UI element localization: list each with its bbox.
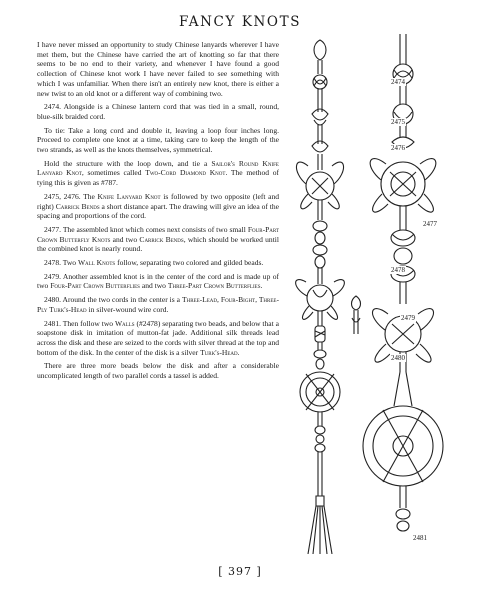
paragraph-text: 2478. Two xyxy=(44,258,78,268)
paragraph-text: and two xyxy=(139,281,168,291)
paragraph xyxy=(37,159,279,188)
paragraph-text: . The method of tying this is given as #787. xyxy=(37,168,279,188)
paragraph-text: 2480. Around the two cords in the center is a xyxy=(44,295,182,305)
paragraph-text: To tie: Take a long cord and double it, leaving a loop four inches long. Proceed to complete one knot at a time, taking care to keep the length of the two strands, as well as the knots themselves, symmetrical. xyxy=(37,125,279,155)
figure-label-2478: 2478 xyxy=(391,266,405,274)
paragraph xyxy=(37,225,279,254)
paragraph-text: , sometimes called xyxy=(81,168,146,178)
paragraph-text: . xyxy=(237,347,240,357)
paragraph-text: is followed by two opposite (left and right) xyxy=(37,191,279,211)
knot-name: Four-Part Crown Butterfly Knots xyxy=(37,224,279,244)
paragraph xyxy=(37,102,279,121)
paragraph-text: 2474. Alongside is a Chinese lantern cord that was tied in a small, round, blue-silk braided cord. xyxy=(37,102,279,121)
figure-label-2480: 2480 xyxy=(391,354,405,362)
paragraph-text: , which should be worked until the combined knot is nearly round. xyxy=(37,234,279,254)
page-number: [ 397 ] xyxy=(218,565,262,578)
figure-label-2474: 2474 xyxy=(391,78,405,86)
paragraph xyxy=(37,361,279,380)
knot-illustration xyxy=(282,34,458,558)
figure-label-2476: 2476 xyxy=(391,144,405,152)
paragraph-text: I have never missed an opportunity to study Chinese lanyards wherever I have met them, but the Chinese have carried the art of knotting so far that there seems to be no end to their variety, and whenever I have found a good collection of Chinese knot work I have never failed to see something with which I was unfamiliar. When there isn't an entirely new knot, there is either a new twist to an old knot or a different way of combining two. xyxy=(37,40,279,98)
paragraph-text: and two xyxy=(110,234,140,244)
paragraph-text: 2481. Then follow two xyxy=(44,318,115,328)
paragraph-text: follow, separating two colored and gilded beads. xyxy=(115,258,264,268)
paragraph xyxy=(37,258,279,268)
paragraph-text: Hold the structure with the loop down, and tie a xyxy=(44,158,212,168)
knot-name: Three-Part Crown Butterflies xyxy=(167,281,261,291)
knot-name: Wall Knots xyxy=(77,258,116,268)
figure-label-2477: 2477 xyxy=(423,220,437,228)
paragraph-text: a short distance apart. The drawing will give an idea of the spacing and proportions of the cord. xyxy=(37,201,279,221)
knot-name: Walls xyxy=(114,318,135,328)
page-header: FANCY KNOTS xyxy=(178,14,302,30)
knot-name: Carrick Bends xyxy=(139,234,184,244)
paragraph xyxy=(37,126,279,155)
knot-name: Two-Cord Diamond Knot xyxy=(145,168,226,178)
paragraph xyxy=(37,192,279,221)
figure-label-2479: 2479 xyxy=(401,314,415,322)
paragraph-text: 2477. The assembled knot which comes next consists of two small xyxy=(44,224,248,234)
knot-drawing xyxy=(282,34,458,554)
knot-name: Turk's-Head xyxy=(200,347,238,357)
paragraph-text: in silver-wound wire cord. xyxy=(86,304,169,314)
figure-label-2475: 2475 xyxy=(391,118,405,126)
paragraph xyxy=(37,295,279,314)
body-text xyxy=(37,40,279,385)
paragraph-text: . xyxy=(260,281,263,291)
knot-name: Sailor's Round Knife Lanyard Knot xyxy=(37,158,279,178)
knot-name: Four-Part Crown Butterflies xyxy=(50,281,140,291)
paragraph-text: 2475, 2476. The xyxy=(44,191,98,201)
paragraph-text: There are three more beads below the disk and after a considerable uncomplicated length of two parallel cords a tassel is added. xyxy=(37,361,279,381)
paragraph-text: (#2478) separating two beads, and below that a soapstone disk in imitation of mutton-fat jade. Additional silk threads lead across the disk and these are seized to the cords with silver thread at the top and bottom of the disk. In the center of the disk is a silver xyxy=(37,318,279,357)
knot-name: Three-Lead, Four-Bight, Three-Ply Turk's-Head xyxy=(37,295,279,314)
paragraph xyxy=(37,40,279,98)
top-loop xyxy=(314,40,326,60)
paragraph-text: 2479. Another assembled knot is in the center of the cord and is made up of two xyxy=(37,271,279,291)
knot-name: Carrick Bends xyxy=(55,201,100,211)
paragraph xyxy=(37,272,279,291)
knot-name: Knife Lanyard Knot xyxy=(97,191,161,201)
paragraph xyxy=(37,319,279,358)
figure-label-2481: 2481 xyxy=(413,534,427,542)
